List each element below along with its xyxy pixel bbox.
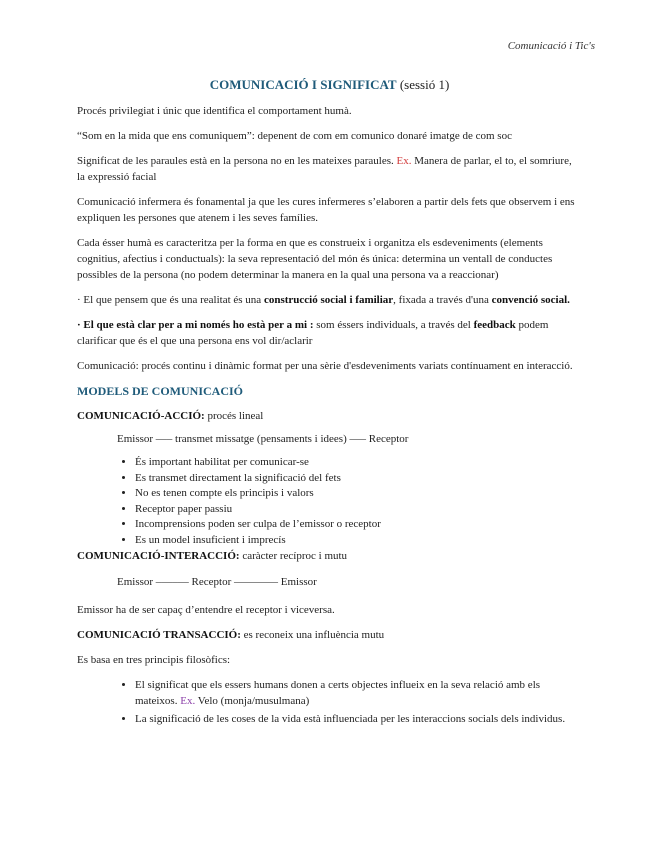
p7-bold-2: feedback [473, 319, 516, 331]
p6-bold-2: convenció social. [491, 294, 570, 306]
model-transaccio-desc: es reconeix una influència mutu [240, 629, 385, 641]
list-item: • Incomprensions poden ser culpa de l’emissor o receptor [135, 517, 582, 533]
interaccio-note: Emissor ha de ser capaç d’entendre el receptor i viceversa. [77, 604, 335, 616]
model-transaccio [77, 627, 582, 643]
p6-c: , fixada a través d'una [393, 294, 492, 306]
p3-text: Significat de les paraules està en la persona no en les mateixes paraules. [77, 155, 397, 167]
example-marker: Ex. [396, 155, 412, 167]
title-main: COMUNICACIÓ I SIGNIFICAT [209, 77, 397, 92]
page-title [77, 76, 582, 93]
accio-bullet-list [77, 455, 582, 548]
transaccio-intro: Es basa en tres principis filosòfics: [77, 654, 231, 666]
p6-bold-1: construcció social i familiar [263, 294, 394, 306]
t-b1-rest: Velo (monja/musulmana) [195, 695, 310, 707]
paragraph-5: Cada ésser humà es caracteritza per la forma en que es construeix i organitza els esdeveniments (elements cognitius, afectius i conductuals): la seva representació del món és única: determina un ventall de conductes possibles de la persona (no podem determinar la manera en la qual una persona va a reaccionar) [77, 237, 553, 281]
p7-b: som éssers individuals, a través del [313, 319, 474, 331]
accio-flow: Emissor —– transmet missatge (pensaments i idees) –— Receptor [117, 433, 409, 445]
interaccio-flow: Emissor –—–— Receptor —–—–— Emissor [117, 576, 317, 588]
list-item: • La significació de les coses de la vida està influenciada per les interaccions socials dels individus. [135, 711, 582, 727]
list-item: • Es un model insuficient i imprecís [135, 533, 582, 549]
model-accio-desc: procés lineal [204, 410, 264, 422]
running-header: Comunicació i Tic's [507, 40, 595, 52]
paragraph-4: Comunicació infermera és fonamental ja que les cures infermeres s’elaboren a partir dels fets que observem i ens expliquen les persones que atenem i les seves famílies. [77, 196, 575, 224]
paragraph-8: Comunicació: procés continu i dinàmic format per una sèrie d'esdeveniments variats contínuament en interacció. [77, 360, 573, 372]
list-item [135, 677, 582, 709]
transaccio-bullet-list [77, 677, 582, 727]
model-accio [77, 408, 582, 424]
example-marker: Ex. [180, 695, 196, 707]
t-b1-text: El significat que els essers humans donen a certs objectes influeix en la seva relació amb els mateixos. [135, 679, 541, 707]
models-heading: MODELS DE COMUNICACIÓ [77, 384, 244, 398]
title-session: (sessió 1) [396, 77, 450, 92]
paragraph-6 [77, 292, 582, 308]
model-interaccio-label: COMUNICACIÓ-INTERACCIÓ: [77, 550, 240, 562]
paragraph-2: “Som en la mida que ens comuniquem”: depenent de com em comunico donaré imatge de com soc [77, 130, 512, 142]
list-item: • Es transmet directament la significació del fets [135, 471, 582, 487]
list-item: • No es tenen compte els principis i valors [135, 486, 582, 502]
paragraph-7 [77, 317, 582, 349]
model-accio-label: COMUNICACIÓ-ACCIÓ: [77, 410, 205, 422]
p6-a: · El que pensem que és una realitat és una [77, 294, 264, 306]
p3-rest: Manera de parlar, el to, el somriure, la expressió facial [77, 155, 572, 183]
list-item: • És important habilitat per comunicar-se [135, 455, 582, 471]
model-transaccio-label: COMUNICACIÓ TRANSACCIÓ: [77, 629, 241, 641]
model-interaccio-desc: caràcter recíproc i mutu [239, 550, 348, 562]
document-body [77, 76, 582, 729]
paragraph-1: Procés privilegiat i únic que identifica el comportament humà. [77, 105, 352, 117]
p7-bold-1: · El que està clar per a mi només ho està per a mi : [77, 319, 314, 331]
paragraph-3 [77, 153, 582, 185]
model-interaccio [77, 548, 582, 564]
p7-d: podem clarificar que és el que una persona ens vol dir/aclarir [77, 319, 549, 347]
list-item: • Receptor paper passiu [135, 502, 582, 518]
